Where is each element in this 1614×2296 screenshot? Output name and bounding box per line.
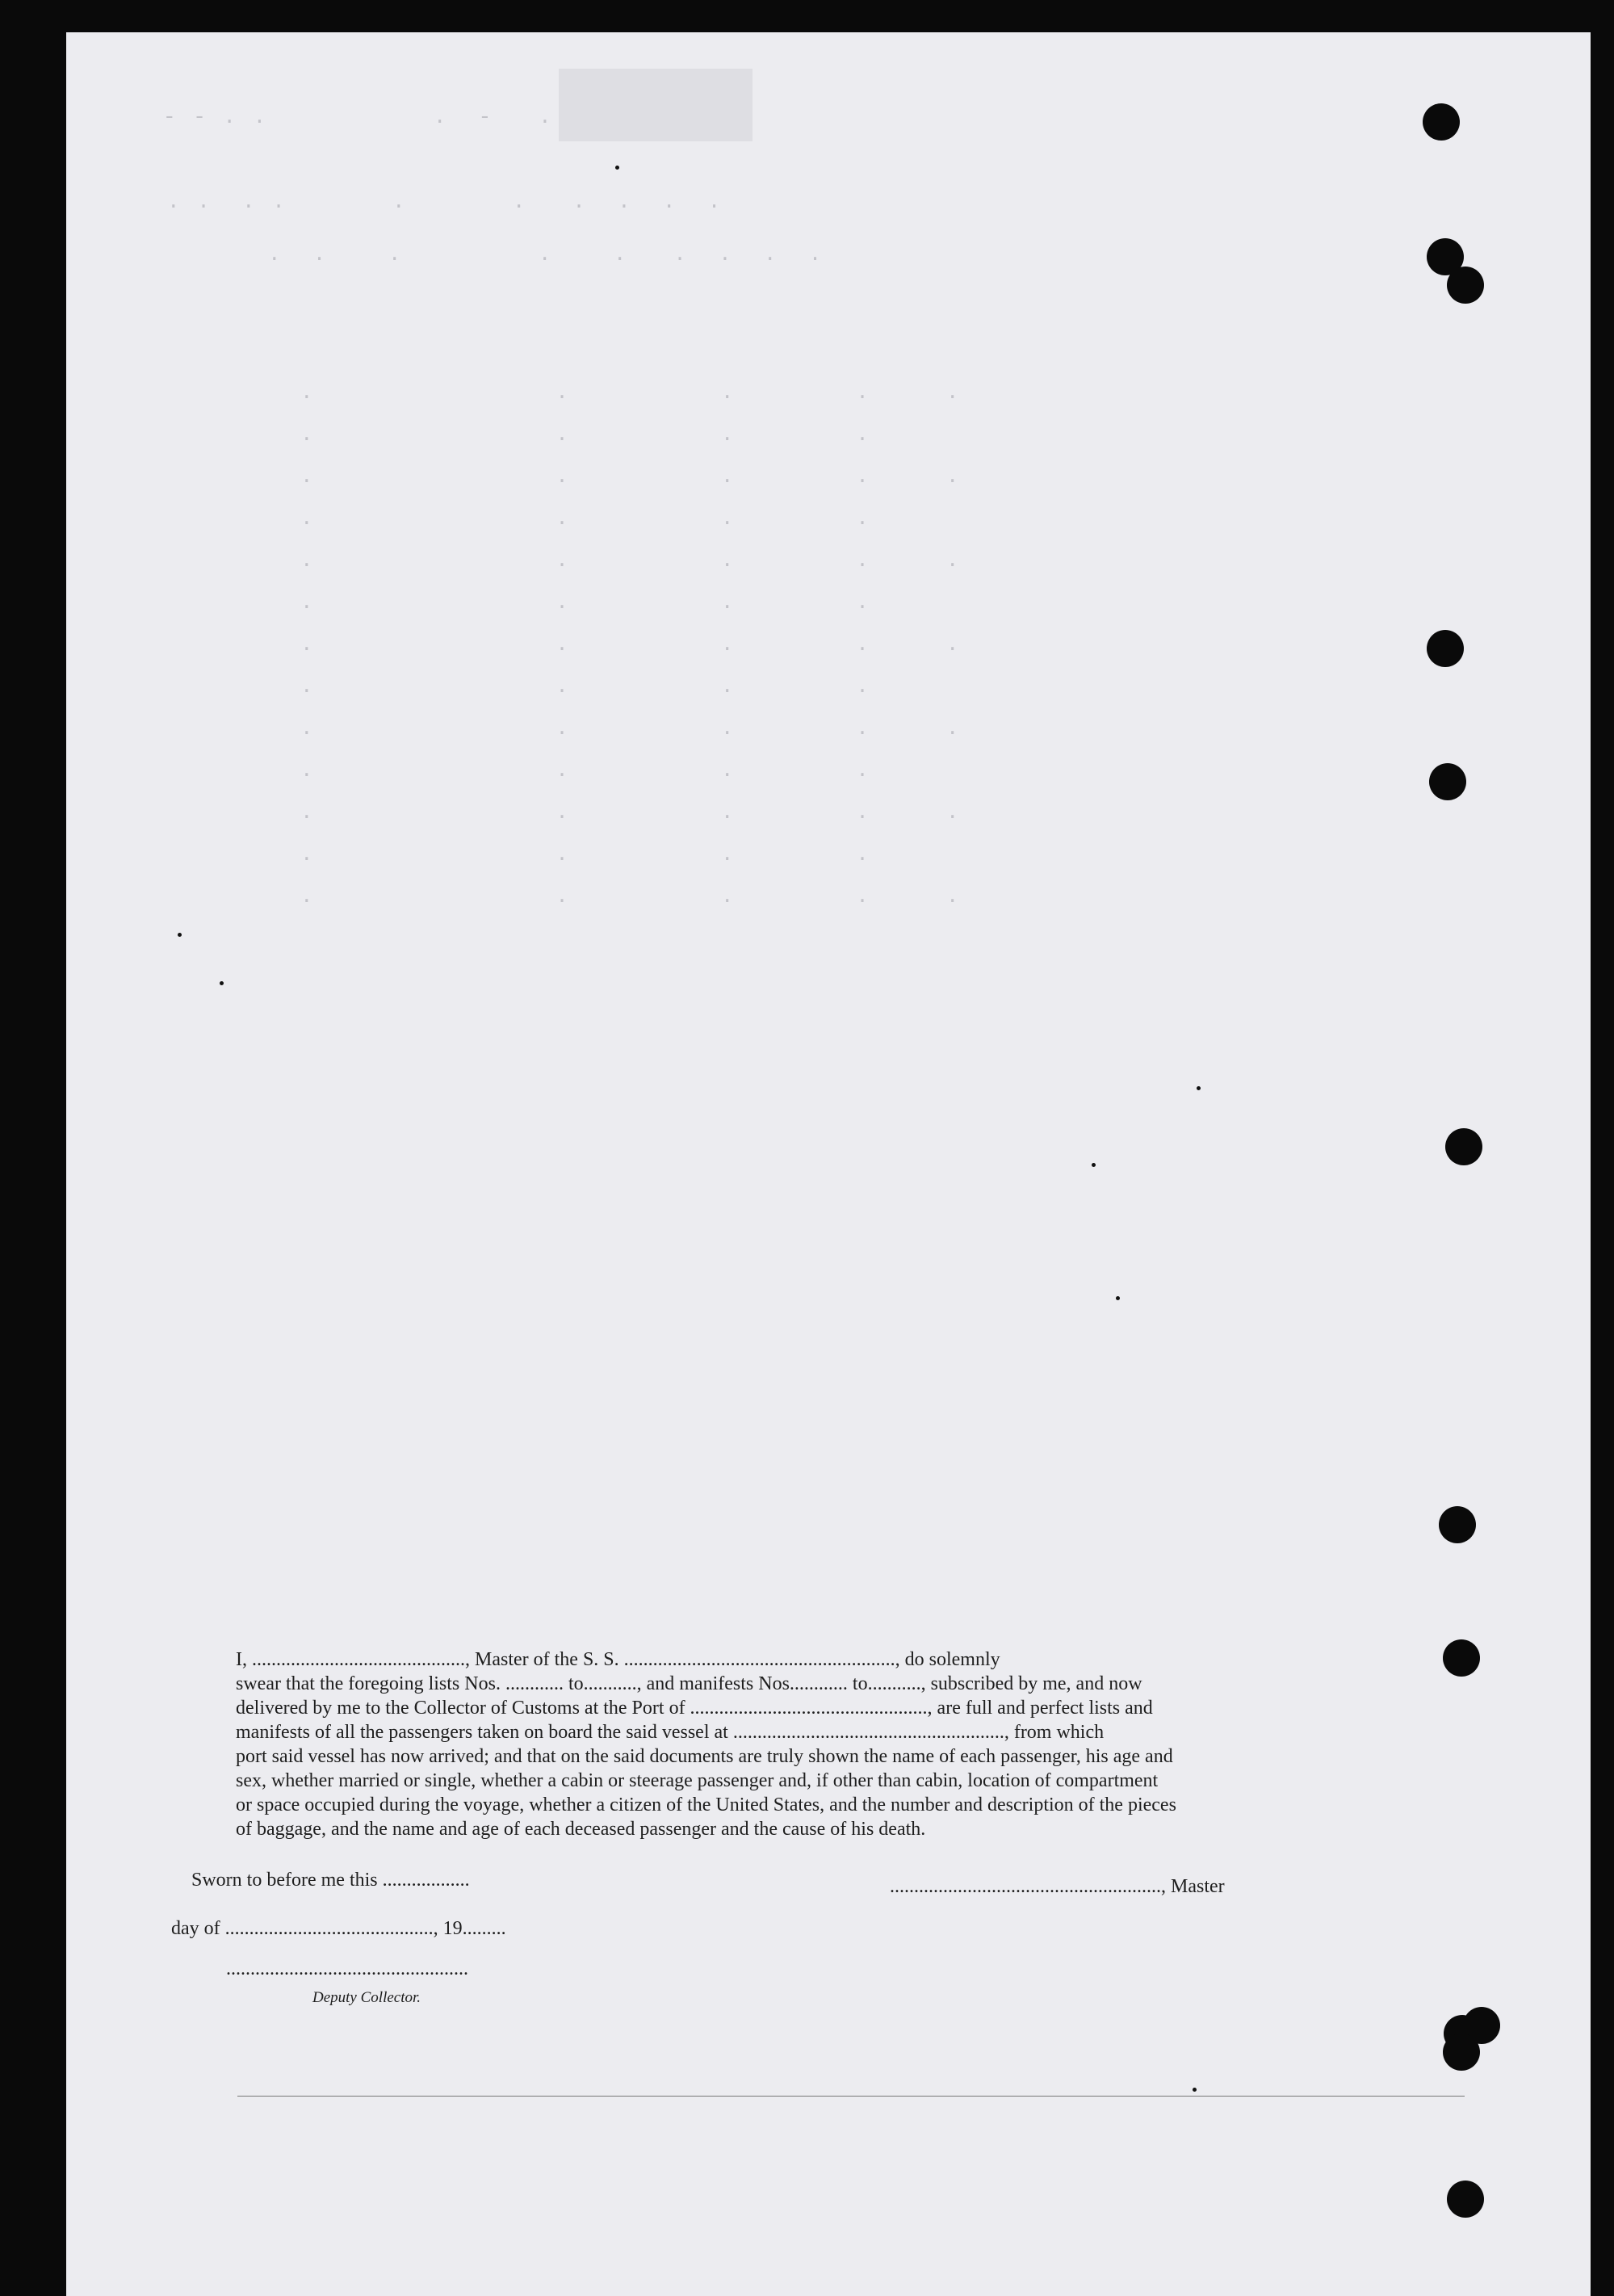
master-signature-line: ........................................................, Master: [890, 1876, 1225, 1897]
speck: [220, 981, 224, 985]
punch-hole: [1423, 103, 1460, 141]
oath-line-1: I, ............................................, Master of the S. S. ........................................................, do solemnly: [236, 1649, 1000, 1670]
speck: [1116, 1296, 1120, 1300]
manifest-page: [66, 32, 1591, 2296]
master-oath: [236, 1647, 1463, 1841]
oath-line-4: manifests of all the passengers taken on board the said vessel at ........................................................, from which: [236, 1722, 1105, 1743]
faded-stamp: [559, 69, 753, 141]
day-of-line: day of ..........................................., 19.........: [171, 1918, 506, 1939]
speck: [615, 166, 619, 170]
speck: [1197, 1086, 1201, 1090]
sworn-line: Sworn to before me this ..................: [191, 1870, 470, 1891]
ghost-header-2: . . . . . . . . . .: [167, 190, 723, 214]
deputy-signature-line: ..................................................: [226, 1958, 468, 1979]
punch-hole: [1447, 267, 1484, 304]
oath-line-5: port said vessel has now arrived; and that on the said documents are truly shown the name of each passenger, his age and: [236, 1746, 1173, 1767]
punch-hole: [1443, 2034, 1480, 2071]
speck: [178, 933, 182, 937]
bottom-rule: [237, 2096, 1465, 2097]
deputy-collector-label: Deputy Collector.: [312, 1989, 421, 2006]
punch-hole: [1445, 1128, 1482, 1165]
ghost-header-3: . . . . . . . . .: [268, 242, 824, 267]
punch-hole: [1429, 763, 1466, 800]
speck: [1193, 2088, 1197, 2092]
ghost-header-1: - - . . . - .: [163, 105, 554, 129]
oath-line-7: or space occupied during the voyage, whether a citizen of the United States, and the number and description of the pieces: [236, 1794, 1176, 1815]
oath-line-2: swear that the foregoing lists Nos. ............ to..........., and manifests Nos............ to..........., subscribed by me, and now: [236, 1673, 1142, 1694]
oath-line-8: of baggage, and the name and age of each deceased passenger and the cause of his death.: [236, 1819, 926, 1840]
punch-hole: [1439, 1506, 1476, 1543]
oath-line-3: delivered by me to the Collector of Customs at the Port of ................................................., are full and perfect lists and: [236, 1698, 1153, 1719]
ghost-col-block: . . . . . . . . . . . . . . . . . . . . . . . . . . . . . . . . . . . . . . . . . . . . . . . . . . . . . . . . . . .: [300, 380, 962, 909]
punch-hole: [1427, 630, 1464, 667]
punch-hole: [1443, 1639, 1480, 1677]
punch-hole: [1447, 2181, 1484, 2218]
oath-line-6: sex, whether married or single, whether a cabin or steerage passenger and, if other than cabin, location of compartment: [236, 1770, 1159, 1791]
speck: [1092, 1163, 1096, 1167]
